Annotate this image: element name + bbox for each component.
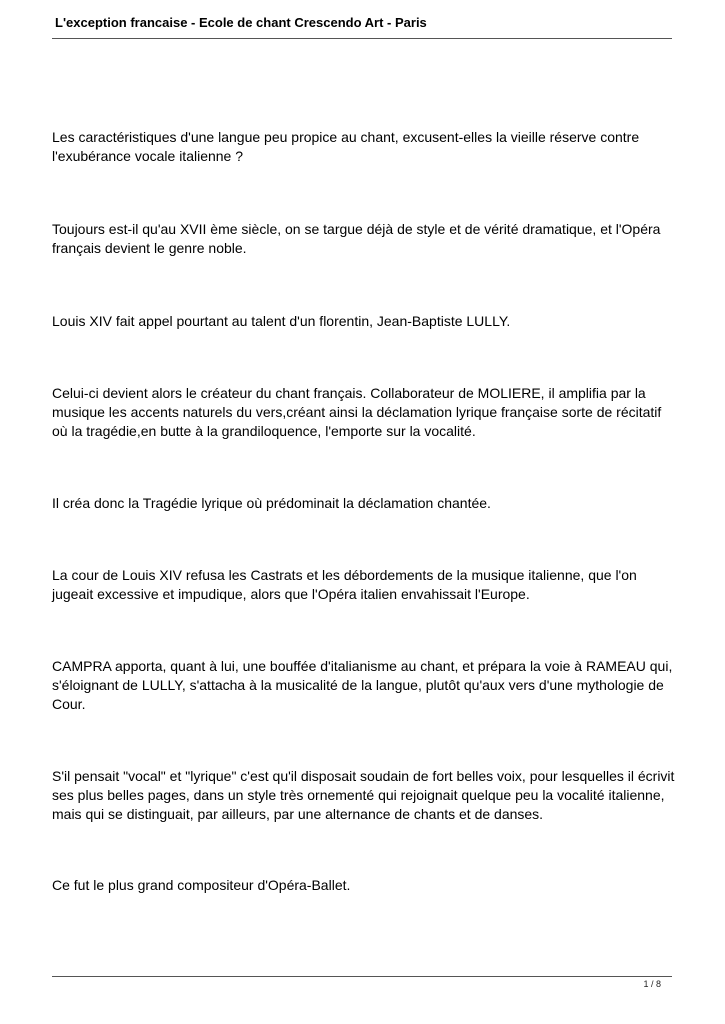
paragraph-9: Ce fut le plus grand compositeur d'Opéra-Ballet.	[52, 877, 351, 893]
paragraph-4: Celui-ci devient alors le créateur du chant français. Collaborateur de MOLIERE, il amplifia par la musique les accents naturels du vers,créant ainsi la déclamation lyrique française sorte de récitatif où la tragédie,en butte à la grandiloquence, l'emporte sur la vocalité.	[52, 385, 662, 439]
page-number: 1 / 8	[643, 979, 661, 989]
footer-divider	[52, 976, 672, 977]
document-title: L'exception francaise - Ecole de chant Crescendo Art - Paris	[55, 15, 427, 30]
paragraph-3: Louis XIV fait appel pourtant au talent d'un florentin, Jean-Baptiste LULLY.	[52, 313, 511, 329]
paragraph-2: Toujours est-il qu'au XVII ème siècle, on se targue déjà de style et de vérité dramatique, et l'Opéra français devient le genre noble.	[52, 221, 661, 256]
paragraph-8: S'il pensait "vocal" et "lyrique" c'est qu'il disposait soudain de fort belles voix, pour lesquelles il écrivit ses plus belles pages, dans un style très ornementé qui rejoignait quelque peu la vocalité italienne, mais qui se distinguait, par ailleurs, par une alternance de chants et de danses.	[52, 768, 675, 822]
paragraph-1: Les caractéristiques d'une langue peu propice au chant, excusent-elles la vieille réserve contre l'exubérance vocale italienne ?	[52, 129, 640, 164]
paragraph-6: La cour de Louis XIV refusa les Castrats et les débordements de la musique italienne, que l'on jugeait excessive et impudique, alors que l'Opéra italien envahissait l'Europe.	[52, 567, 637, 602]
page-header	[52, 14, 672, 39]
paragraph-5: Il créa donc la Tragédie lyrique où prédominait la déclamation chantée.	[52, 495, 491, 511]
paragraph-7: CAMPRA apporta, quant à lui, une bouffée d'italianisme au chant, et prépara la voie à RAMEAU qui, s'éloignant de LULLY, s'attacha à la musicalité de la langue, plutôt qu'aux vers d'une mythologie de Cour.	[52, 658, 673, 712]
